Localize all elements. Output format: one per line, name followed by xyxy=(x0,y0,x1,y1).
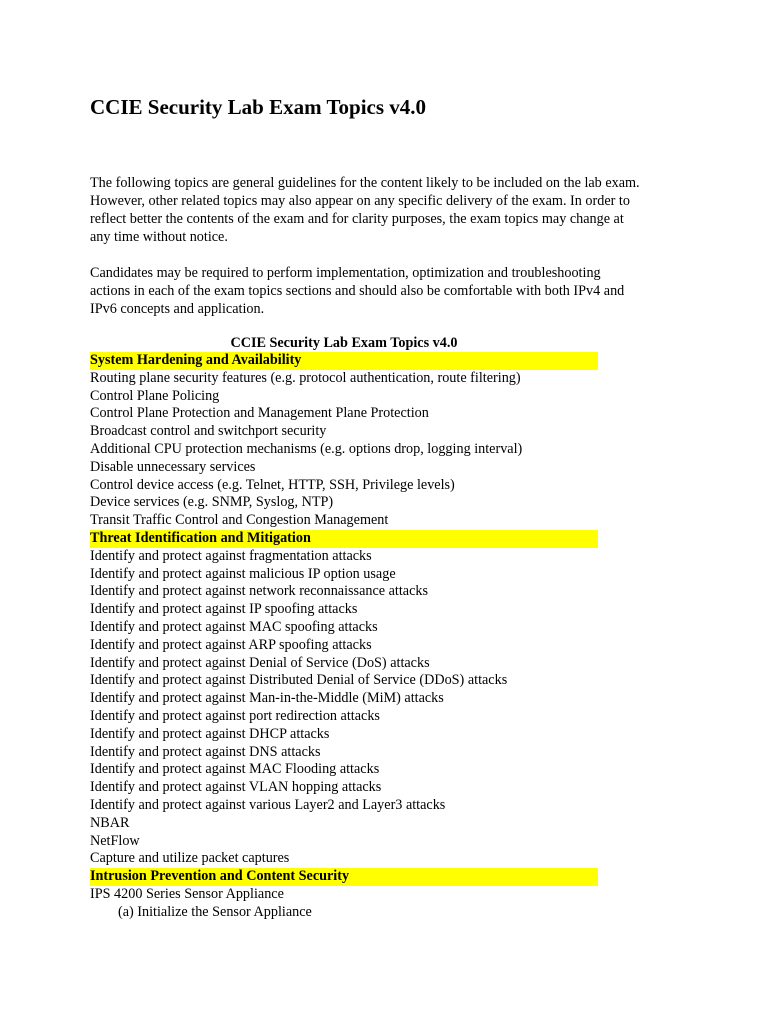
topic-item: IPS 4200 Series Sensor Appliance xyxy=(90,885,284,902)
document-title: CCIE Security Lab Exam Topics v4.0 xyxy=(90,95,427,119)
topic-item: Identify and protect against VLAN hopping attacks xyxy=(90,779,382,796)
topic-item: Control device access (e.g. Telnet, HTTP, SSH, Privilege levels) xyxy=(90,476,455,493)
intro-paragraph xyxy=(90,174,680,246)
topic-item: Capture and utilize packet captures xyxy=(90,850,290,867)
topic-item: Identify and protect against Distributed Denial of Service (DDoS) attacks xyxy=(90,672,508,689)
section-header-intrusion-prevention: Intrusion Prevention and Content Security xyxy=(90,868,598,886)
topic-item: Control Plane Policing xyxy=(90,387,220,404)
topic-item: Identify and protect against fragmentation attacks xyxy=(90,547,372,564)
topic-item: Identify and protect against MAC spoofing attacks xyxy=(90,618,378,635)
exam-topics-table xyxy=(90,334,598,922)
topic-item: Transit Traffic Control and Congestion Management xyxy=(90,512,389,529)
candidates-paragraph-line: actions in each of the exam topics sections and should also be comfortable with both IPv4 and xyxy=(90,283,625,299)
topic-item: Disable unnecessary services xyxy=(90,458,256,475)
topic-item: NBAR xyxy=(90,814,130,831)
topics-table-title: CCIE Security Lab Exam Topics v4.0 xyxy=(230,335,458,351)
candidates-paragraph-line: Candidates may be required to perform implementation, optimization and troubleshooting xyxy=(90,265,601,281)
topic-item: Identify and protect against DHCP attacks xyxy=(90,725,330,742)
intro-paragraph-line: reflect better the contents of the exam and for clarity purposes, the exam topics may change at xyxy=(90,211,624,227)
topic-item: Device services (e.g. SNMP, Syslog, NTP) xyxy=(90,494,334,511)
intro-paragraph-line: any time without notice. xyxy=(90,229,228,245)
topic-item: Identify and protect against Denial of Service (DoS) attacks xyxy=(90,654,430,671)
topic-subitem: (a) Initialize the Sensor Appliance xyxy=(118,903,312,920)
topic-item: Identify and protect against network reconnaissance attacks xyxy=(90,583,428,600)
section-header-system-hardening: System Hardening and Availability xyxy=(90,352,598,370)
intro-paragraph-line: The following topics are general guidelines for the content likely to be included on the lab exam. xyxy=(90,175,640,191)
topic-item: Identify and protect against Man-in-the-Middle (MiM) attacks xyxy=(90,690,444,707)
topic-item: Routing plane security features (e.g. protocol authentication, route filtering) xyxy=(90,369,521,386)
section-header-threat-identification: Threat Identification and Mitigation xyxy=(90,530,598,548)
intro-paragraph-line: However, other related topics may also appear on any specific delivery of the exam. In order to xyxy=(90,193,630,209)
topic-item: NetFlow xyxy=(90,832,140,849)
topic-item: Identify and protect against port redirection attacks xyxy=(90,707,380,724)
topic-item: Additional CPU protection mechanisms (e.g. options drop, logging interval) xyxy=(90,440,523,457)
topic-item: Identify and protect against MAC Flooding attacks xyxy=(90,761,380,778)
topic-item: Identify and protect against IP spoofing attacks xyxy=(90,601,358,618)
topic-item: Identify and protect against various Layer2 and Layer3 attacks xyxy=(90,796,446,813)
topic-item: Identify and protect against DNS attacks xyxy=(90,743,321,760)
candidates-paragraph-line: IPv6 concepts and application. xyxy=(90,301,265,317)
candidates-paragraph xyxy=(90,264,680,318)
topic-item: Control Plane Protection and Management Plane Protection xyxy=(90,405,429,422)
topic-item: Identify and protect against ARP spoofing attacks xyxy=(90,636,372,653)
topic-item: Identify and protect against malicious IP option usage xyxy=(90,565,396,582)
topic-item: Broadcast control and switchport security xyxy=(90,423,327,440)
